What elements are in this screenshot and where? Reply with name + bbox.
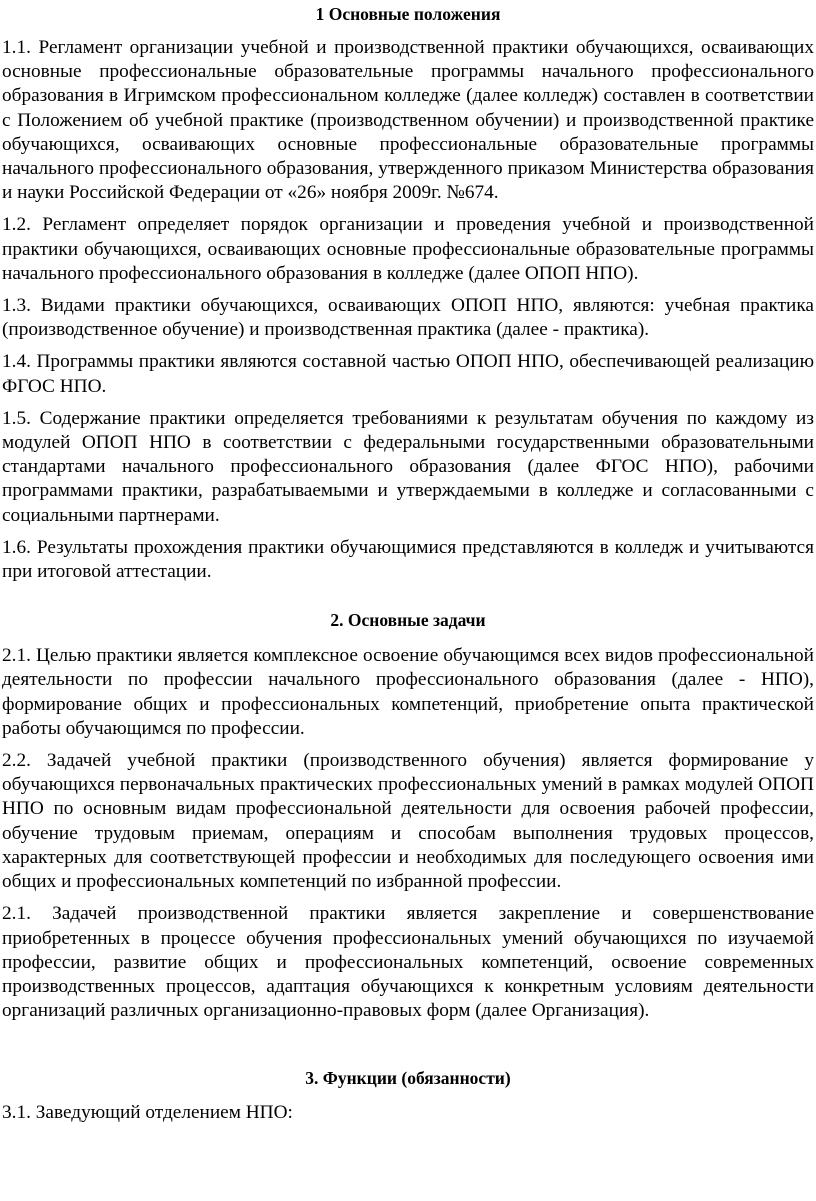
paragraph-1-3: 1.3. Видами практики обучающихся, осваивающих ОПОП НПО, являются: учебная практика (производственное обучение) и производственная практика (далее - практика). xyxy=(2,295,814,341)
paragraph-2-2: 2.2. Задачей учебной практики (производственного обучения) является формирование у обучающихся первоначальных практических профессиональных умений в рамках модулей ОПОП НПО по основным видам профессиональной деятельности для освоения рабочей профессии, обучение трудовым приемам, операциям и способам выполнения трудовых процессов, характерных для соответствующей профессии и необходимых для последующего освоения ими общих и профессиональных компетенций по избранной профессии. xyxy=(2,750,814,893)
paragraph-1-2: 1.2. Регламент определяет порядок организации и проведения учебной и производственной практики обучающихся, осваивающих основные профессиональные образовательные программы начального профессионального образования в колледже (далее ОПОП НПО). xyxy=(2,214,814,284)
paragraph-1-6: 1.6. Результаты прохождения практики обучающимися представляются в колледж и учитываются при итоговой аттестации. xyxy=(2,536,814,583)
paragraph-1-1: 1.1. Регламент организации учебной и производственной практики обучающихся, осваивающих основные профессиональные образовательные программы начального профессионального образования в Игримском профессиональном колледже (далее колледж) составлен в соответствии с Положением об учебной практике (производственном обучении) и производственной практике обучающихся, осваивающих основные профессиональные образовательные программы начального профессионального образования, утвержденного приказом Министерства образования и науки Российской Федерации от «26» ноября 2009г. №674. xyxy=(2,37,814,204)
paragraph-2-1: 2.1. Целью практики является комплексное освоение обучающимся всех видов профессиональной деятельности по профессии начального профессионального образования (далее - НПО), формирование общих и профессиональных компетенций, приобретение опыта практической работы обучающимся по профессии. xyxy=(2,645,814,739)
paragraph-1-4: 1.4. Программы практики являются составной частью ОПОП НПО, обеспечивающей реализацию ФГОС НПО. xyxy=(2,351,814,397)
paragraph-3-1: 3.1. Заведующий отделением НПО: xyxy=(2,1102,293,1124)
section-heading-2: 2. Основные задачи xyxy=(330,610,486,631)
section-heading-1: 1 Основные положения xyxy=(315,4,501,24)
section-heading-3: 3. Функции (обязанности) xyxy=(305,1068,511,1089)
paragraph-2-3: 2.1. Задачей производственной практики является закрепление и совершенствование приобретенных в процессе обучения профессиональных умений обучающихся по изучаемой профессии, развитие общих и профессиональных компетенций, освоение современных производственных процессов, адаптация обучающихся к конкретным условиям деятельности организаций различных организационно-правовых форм (далее Организация). xyxy=(2,903,814,1022)
paragraph-1-5: 1.5. Содержание практики определяется требованиями к результатам обучения по каждому из модулей ОПОП НПО в соответствии с федеральными государственными образовательными стандартами начального профессионального образования (далее ФГОС НПО), рабочими программами практики, разрабатываемыми и утверждаемыми в колледже и согласованными с социальными партнерами. xyxy=(2,407,814,526)
